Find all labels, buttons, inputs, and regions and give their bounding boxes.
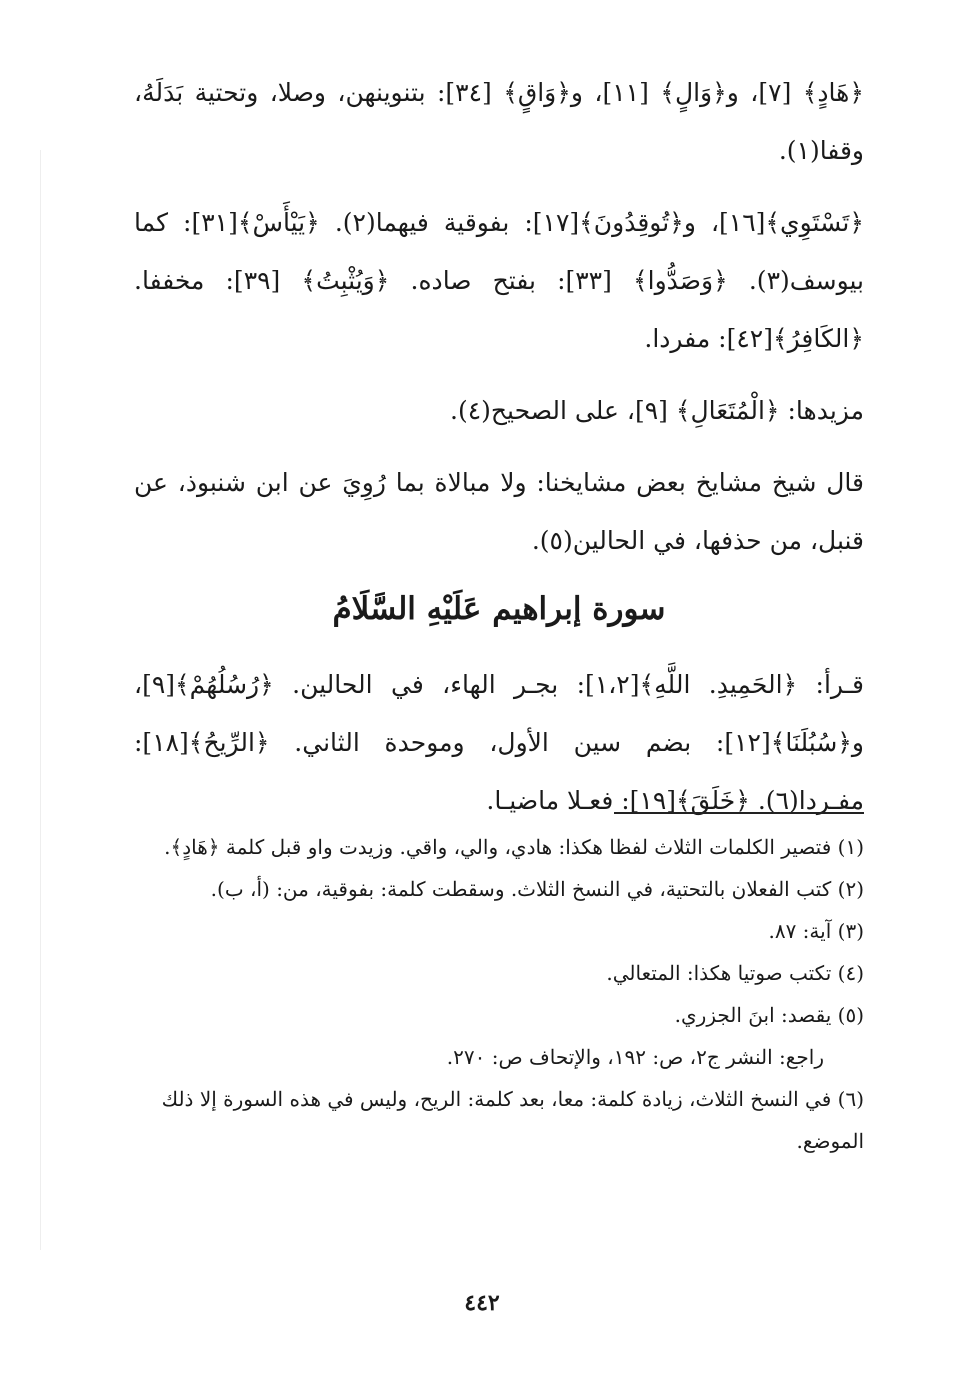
surah-heading: سورة إبراهيم عَلَيْهِ السَّلَامُ <box>332 591 666 627</box>
paragraph-ra-ad-4: قال شيخ مشايخ بعض مشايخنا: ولا مبالاة بما رُوِيَ عن ابن شنبوذ، عن قنبل، من حذفها، في الحالين(٥). <box>134 468 864 555</box>
paragraph-ibrahim: قـرأ: ﴿الحَمِيدِ. اللَّهِ﴾[١،٢]: بجـر الهاء، في الحالين. ﴿رُسُلُهُمْ﴾[٩]، و﴿سُبُلَنَا﴾[١٢]: بضم سين الأول، وموحدة الثاني. ﴿الرِّيحُ﴾[١٨]: مفـردا(٦). ﴿خَلَقَ﴾[١٩]: فعـلا ماضيـا. <box>134 670 864 815</box>
footnote-3: (٣) آية: ٨٧. <box>768 919 864 943</box>
paragraph-ra-ad-3: مزيدها: ﴿الْمُتَعَالِ﴾ [٩]، على الصحيح(٤). <box>450 396 864 425</box>
footnote-1: (١) فتصير الكلمات الثلاث لفظا هكذا: هادي، والي، واقي. وزيدت واو قبل كلمة ﴿هَادٍ﴾. <box>164 835 864 859</box>
footnote-4: (٤) تكتب صوتيا هكذا: المتعالي. <box>606 961 864 985</box>
footnote-5-continuation: راجع: النشر ج٢، ص: ١٩٢، والإتحاف ص: ٢٧٠. <box>446 1045 824 1069</box>
footnotes <box>134 826 864 1162</box>
paragraph-ra-ad-1: ﴿هَادٍ﴾ [٧]، و﴿وَالٍ﴾ [١١]، و﴿وَاقٍ﴾ [٣٤]: بتنوينهن، وصلا، وتحتية بَدَلَهُ، وقفا(١). <box>134 78 864 165</box>
footnote-6: (٦) في النسخ الثلاث، زيادة كلمة: معا، بعد كلمة: الريح، وليس في هذه السورة إلا ذلك الموضع. <box>161 1087 864 1153</box>
page-number: ٤٤٢ <box>464 1290 500 1316</box>
page-edge-shadow <box>40 150 41 1250</box>
footnote-divider <box>614 812 864 814</box>
footnote-5: (٥) يقصد: ابنَ الجزري. <box>674 1003 864 1027</box>
paragraph-ra-ad-2: ﴿تَسْتَوِي﴾[١٦]، و﴿تُوقِدُونَ﴾[١٧]: بفوقية فيهما(٢). ﴿يَيْأَسْ﴾[٣١]: كما بيوسف(٣). ﴿وَصَدُّوا﴾ [٣٣]: بفتح صاده. ﴿وَيُثْبِتُ﴾ [٣٩]: مخففا. ﴿الكَافِرُ﴾[٤٢]: مفردا. <box>134 208 864 353</box>
footnote-2: (٢) كتب الفعلان بالتحتية، في النسخ الثلاث. وسقطت كلمة: بفوقية، من: (أ، ب). <box>210 877 864 901</box>
main-text <box>134 64 864 844</box>
